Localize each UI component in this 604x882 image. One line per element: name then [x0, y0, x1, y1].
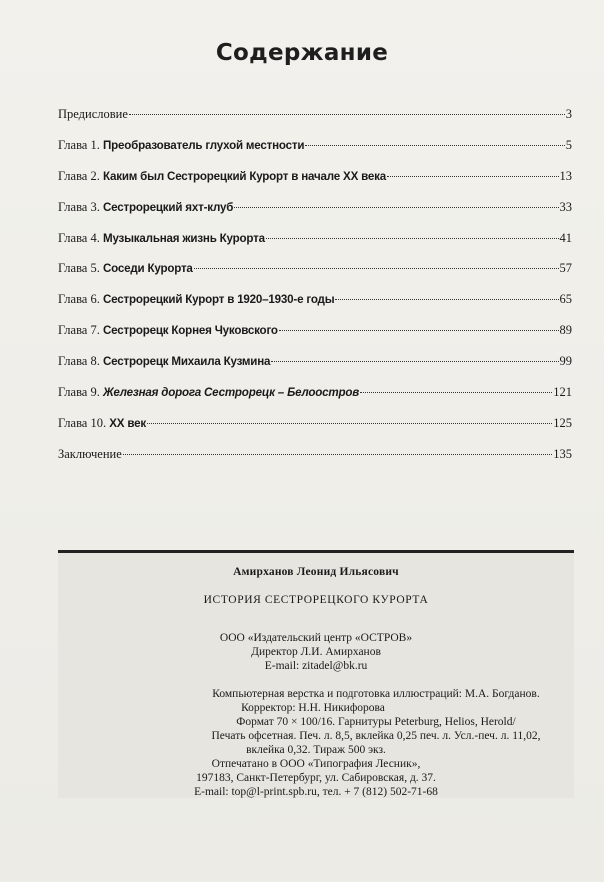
toc-entry [58, 137, 572, 167]
dot-leader [234, 207, 558, 208]
toc-entry [58, 353, 572, 383]
toc-entry [58, 106, 572, 136]
toc-page-number: 13 [559, 168, 572, 183]
table-of-contents [58, 106, 572, 477]
toc-chapter-title: Сестрорецк Корнея Чуковского [102, 324, 278, 338]
toc-chapter-number: Глава 2. [58, 168, 103, 183]
toc-entry-label [58, 137, 304, 154]
toc-chapter-number: Глава 8. [58, 354, 103, 369]
toc-chapter-number: Глава 9. [58, 385, 103, 400]
toc-page-number: 5 [565, 137, 572, 152]
toc-entry [58, 446, 572, 476]
toc-entry-label [58, 291, 334, 308]
toc-page-number: 41 [559, 230, 572, 245]
toc-entry [58, 230, 572, 260]
dot-leader [129, 114, 565, 115]
toc-page-number: 57 [559, 261, 572, 276]
toc-entry [58, 322, 572, 352]
dot-leader [194, 268, 559, 269]
toc-chapter-number: Глава 10. [58, 415, 110, 430]
director: Директор Л.И. Амирханов [251, 646, 381, 658]
dot-leader [305, 145, 564, 146]
toc-entry-label [58, 353, 270, 370]
toc-entry [58, 415, 572, 445]
toc-chapter-title: Заключение [58, 446, 122, 461]
toc-page-number: 121 [553, 385, 572, 400]
toc-entry [58, 260, 572, 290]
printer: Отпечатано в ООО «Типография Лесник», [211, 758, 421, 770]
toc-chapter-title: Сестрорецкий яхт-клуб [102, 200, 234, 214]
divider [58, 550, 574, 553]
toc-entry-label [58, 384, 359, 401]
dot-leader [266, 238, 559, 239]
toc-entry-label [58, 260, 193, 277]
toc-entry [58, 291, 572, 321]
dot-leader [387, 176, 558, 177]
toc-chapter-number: Глава 5. [58, 261, 103, 276]
publisher: ООО «Издательский центр «ОСТРОВ» [219, 632, 413, 644]
toc-chapter-title: Предисловие [58, 107, 128, 121]
toc-chapter-title: Каким был Сестрорецкий Курорт в начале XX века [102, 169, 387, 183]
toc-chapter-title: Сестрорецкий Курорт в 1920–1930-е годы [102, 293, 335, 307]
toc-entry [58, 384, 572, 414]
layout-credit: Компьютерная верстка и подготовка иллюстраций: М.А. Богданов. [212, 688, 540, 700]
toc-chapter-number: Глава 7. [58, 323, 103, 338]
dot-leader [335, 299, 558, 300]
toc-chapter-title: Железная дорога Сестрорецк – Белоостров [102, 386, 360, 400]
dot-leader [279, 330, 559, 331]
book-title: ИСТОРИЯ СЕСТРОРЕЦКОГО КУРОРТА [203, 594, 429, 606]
toc-page-number: 3 [565, 107, 572, 121]
printer-address: 197183, Санкт-Петербург, ул. Сабировская, д. 37. [196, 772, 436, 784]
toc-page-number: 33 [559, 199, 572, 214]
toc-chapter-number: Глава 4. [58, 230, 103, 245]
dot-leader [147, 423, 552, 424]
toc-entry-label [58, 230, 265, 247]
toc-entry-label [58, 168, 386, 185]
toc-page-number: 99 [559, 354, 572, 369]
format-info: Формат 70 × 100/16. Гарнитуры Peterburg, Helios, Herold/ [236, 716, 516, 728]
toc-chapter-number: Глава 3. [58, 199, 103, 214]
toc-chapter-title: Музыкальная жизнь Курорта [102, 231, 265, 245]
toc-chapter-number: Глава 1. [58, 137, 103, 152]
toc-entry [58, 168, 572, 198]
print-specs-cont: вклейка 0,32. Тираж 500 экз. [246, 744, 386, 756]
toc-page-number: 135 [553, 446, 572, 461]
dot-leader [123, 454, 553, 455]
dot-leader [360, 392, 552, 393]
toc-chapter-title: Преобразователь глухой местности [102, 138, 305, 152]
toc-entry-label [58, 106, 128, 122]
print-specs: Печать офсетная. Печ. л. 8,5, вклейка 0,25 печ. л. Усл.-печ. л. 11,02, [211, 730, 541, 742]
dot-leader [271, 361, 558, 362]
author-name: Амирханов Леонид Ильясович [233, 566, 399, 578]
toc-entry [58, 199, 572, 229]
toc-entry-label [58, 322, 278, 339]
page-title: Содержание [215, 40, 389, 66]
toc-entry-label [58, 199, 233, 216]
toc-chapter-title: XX век [109, 416, 146, 430]
proofreader: Корректор: Н.Н. Никифорова [241, 702, 385, 714]
toc-page-number: 65 [559, 292, 572, 307]
toc-entry-label [58, 415, 146, 432]
printer-contacts: E-mail: top@l-print.spb.ru, тел. + 7 (812) 502-71-68 [194, 786, 438, 798]
toc-chapter-number: Глава 6. [58, 292, 103, 307]
toc-entry-label [58, 446, 122, 462]
toc-page-number: 89 [559, 323, 572, 338]
toc-chapter-title: Соседи Курорта [102, 262, 193, 276]
toc-page-number: 125 [553, 415, 572, 430]
toc-chapter-title: Сестрорецк Михаила Кузмина [102, 355, 271, 369]
publisher-email: E-mail: zitadel@bk.ru [264, 660, 368, 672]
